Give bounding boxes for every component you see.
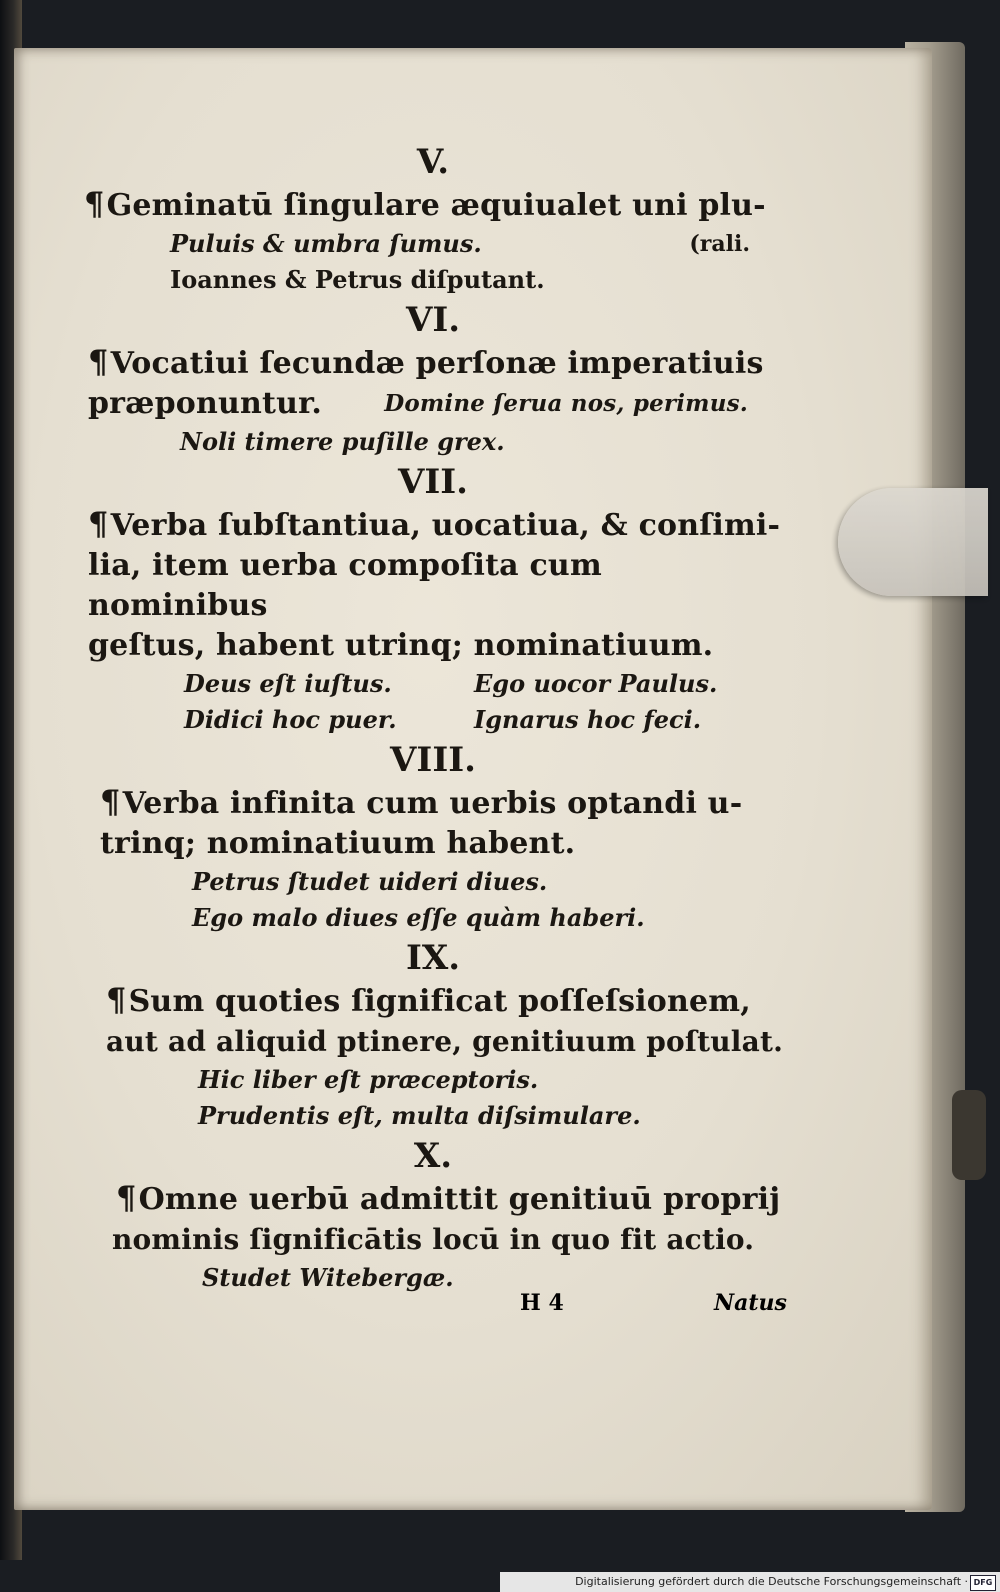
example-text: Puluis & umbra ſumus. [170, 229, 482, 258]
rule-text-continuation: (rali. [689, 231, 750, 257]
binding-clip [952, 1090, 986, 1180]
page-clip-tab [838, 488, 988, 596]
rule-text: Verba ſubſtantiua, uocatiua, & conſimi- [110, 508, 781, 543]
page-footer [200, 1290, 800, 1330]
pilcrow-icon: ¶ [100, 783, 121, 821]
pilcrow-icon: ¶ [106, 981, 127, 1019]
digitization-credit [500, 1572, 1000, 1592]
rule-vi-line-2 [88, 384, 748, 424]
rule-x-line-1 [116, 1178, 788, 1220]
rule-viii-line-2: trinq; nominatiuum habent. [100, 826, 576, 861]
rule-text: Sum quoties ſignificat poſſeſsionem, [128, 984, 751, 1019]
example-text: Prudentis eſt, multa diſsimulare. [198, 1101, 641, 1130]
example-row [192, 864, 788, 900]
rule-text: Verba infinita cum uerbis optandi u- [122, 786, 743, 821]
section-numeral-x: X. [413, 1136, 453, 1176]
example-text: Hic liber eſt præceptoris. [198, 1065, 539, 1094]
example-text: Domine ſerua nos, perimus. [384, 390, 748, 417]
rule-vii-line-2: lia, item uerba compoſita cum nominibus [88, 548, 602, 623]
example-text: Ignarus hoc feci. [474, 705, 702, 734]
signature-mark: H 4 [520, 1290, 564, 1316]
section-numeral-viii: VIII. [390, 740, 476, 780]
example-text: Ioannes & Petrus diſputant. [170, 265, 545, 294]
section-numeral-vii: VII. [397, 462, 469, 502]
rule-text: præponuntur. [88, 386, 323, 421]
example-text: Noli timere puſille grex. [180, 427, 505, 456]
example-row [184, 702, 788, 738]
example-row [198, 1062, 788, 1098]
rule-vii-line-3: geſtus, habent utrinq; nominatiuum. [88, 628, 714, 663]
example-text: Petrus ſtudet uideri diues. [192, 867, 548, 896]
rule-ix-line-2: aut ad aliquid ptinere, genitiuum poſtulat. [106, 1025, 784, 1058]
example-row [184, 666, 788, 702]
credit-text: Digitalisierung gefördert durch die Deutsche Forschungsgemeinschaft · [575, 1575, 968, 1588]
example-row [198, 1098, 788, 1134]
pilcrow-icon: ¶ [116, 1179, 137, 1217]
pilcrow-icon: ¶ [88, 343, 109, 381]
example-text: Studet Witebergæ. [202, 1263, 454, 1292]
rule-viii-line-1 [100, 782, 788, 824]
dfg-logo-icon: DFG [970, 1575, 996, 1591]
rule-ix-line-1 [106, 980, 788, 1022]
page-text [84, 140, 788, 1296]
section-numeral-vi: VI. [405, 300, 461, 340]
example-text: Didici hoc puer. [184, 705, 397, 734]
example-row [170, 226, 750, 262]
rule-vii-line-1 [88, 504, 788, 546]
rule-vi-line-1 [88, 342, 788, 384]
pilcrow-icon: ¶ [88, 505, 109, 543]
rule-text: Omne uerbū admittit genitiuū proprij [138, 1182, 781, 1217]
rule-v-line-1 [84, 184, 788, 226]
rule-text: Geminatū ſingulare æquiualet uni plu- [106, 188, 766, 223]
catchword: Natus [714, 1290, 787, 1316]
example-row [170, 262, 788, 298]
section-numeral-ix: IX. [405, 938, 461, 978]
pilcrow-icon: ¶ [84, 185, 105, 223]
example-row [192, 900, 788, 936]
example-text: Ego uocor Paulus. [474, 669, 718, 698]
example-row [180, 424, 788, 460]
rule-text: Vocatiui ſecundæ perſonæ imperatiuis [110, 346, 764, 381]
section-numeral-v: V. [416, 142, 450, 182]
example-text: Deus eſt iuſtus. [184, 669, 392, 698]
example-text: Ego malo diues eſſe quàm haberi. [192, 903, 645, 932]
rule-x-line-2: nominis ſignificātis locū in quo fit actio. [112, 1223, 755, 1256]
